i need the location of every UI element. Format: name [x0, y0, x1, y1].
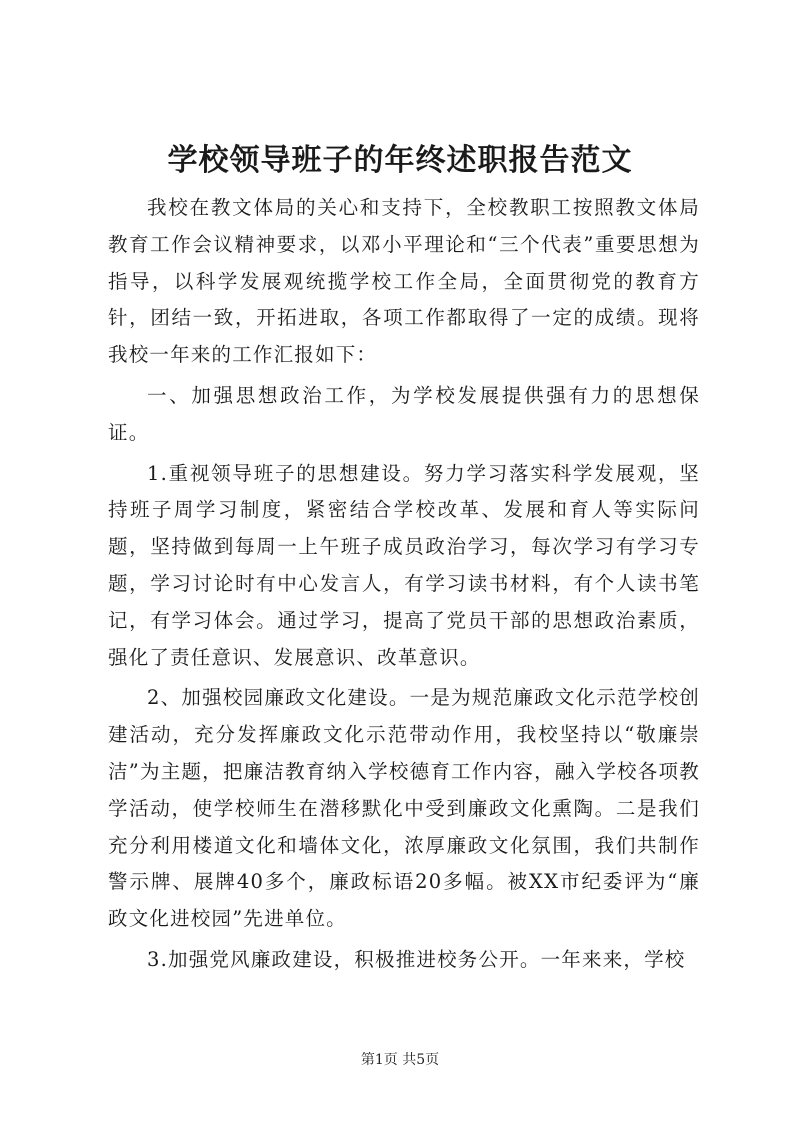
- document-title: 学校领导班子的年终述职报告范文: [167, 143, 633, 178]
- page-footer: 第1页 共5页: [360, 1052, 440, 1068]
- paragraph-item-1: 1.重视领导班子的思想建设。努力学习落实科学发展观，坚持班子周学习制度，紧密结合学校改革、发展和育人等实际问题，坚持做到每周一上午班子成员政治学习，每次学习有学习专题，学习讨论时有中心发言人，有学习读书材料，有个人读书笔记，有学习体会。通过学习，提高了党员干部的思想政治素质，强化了责任意识、发展意识、改革意识。: [108, 461, 700, 669]
- paragraph-section-heading: 一、加强思想政治工作，为学校发展提供强有力的思想保证。: [108, 383, 700, 444]
- paragraph-item-2: 2、加强校园廉政文化建设。一是为规范廉政文化示范学校创建活动，充分发挥廉政文化示范带动作用，我校坚持以“敬廉崇洁”为主题，把廉洁教育纳入学校德育工作内容，融入学校各项教学活动，使学校师生在潜移默化中受到廉政文化熏陶。二是我们充分利用楼道文化和墙体文化，浓厚廉政文化氛围，我们共制作警示牌、展牌40多个，廉政标语20多幅。被XX市纪委评为“廉政文化进校园”先进单位。: [108, 686, 700, 931]
- paragraph-intro: 我校在教文体局的关心和支持下，全校教职工按照教文体局教育工作会议精神要求，以邓小平理论和“三个代表”重要思想为指导，以科学发展观统揽学校工作全局，全面贯彻党的教育方针，团结一致，开拓进取，各项工作都取得了一定的成绩。现将我校一年来的工作汇报如下：: [108, 196, 700, 367]
- document-body: [108, 190, 700, 983]
- paragraph-item-3: 3.加强党风廉政建设，积极推进校务公开。一年来来，学校: [147, 947, 686, 971]
